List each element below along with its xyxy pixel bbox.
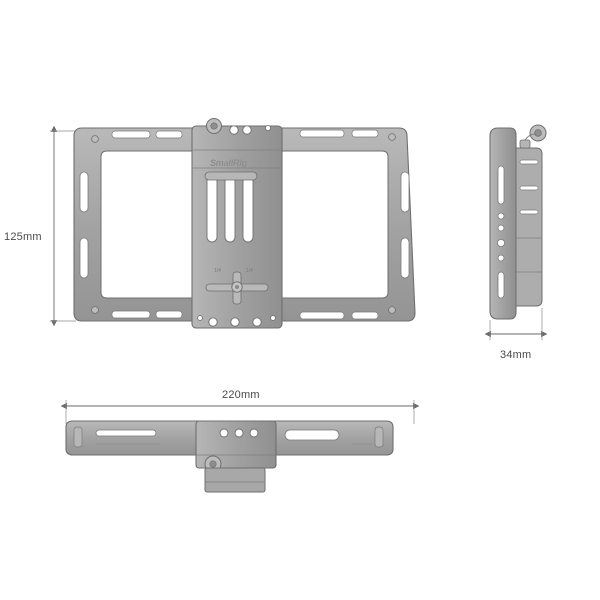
clamp-bottom-hole-2 [231,318,239,326]
cage-top-notch-1 [112,131,150,138]
tripod-screw-center [235,285,239,289]
dimension-width [66,400,414,424]
top-left-slot [96,430,156,436]
top-hole-2 [235,429,243,437]
cage-bottom-notch-1 [112,311,150,318]
clamp-bottom-hole-3 [253,318,261,326]
cage-top-notch-4 [352,130,378,137]
brand-logo-text: SmallRig [210,158,247,168]
clamp-bottom-pin-1 [198,316,203,321]
side-thumb-knob-center [535,130,542,137]
clamp-slot-2 [225,176,235,242]
corner-screw-bottom-right [389,307,396,314]
cage-bottom-notch-4 [352,312,378,319]
cage-left-slot-1 [80,172,88,212]
screw-label-left: 1/4 [214,268,221,274]
side-arm-slot-2 [520,186,538,190]
side-hole-1 [498,213,504,219]
side-slot-2 [498,272,504,298]
screw-label-right: 1/4 [246,268,253,274]
top-left-block [74,427,82,447]
cage-left-slot-2 [80,238,88,278]
cage-bottom-notch-3 [300,312,344,319]
dimension-label-height: 125mm [4,231,42,243]
clamp-screw-hole-1 [230,126,238,134]
clamp-bottom-hole-1 [209,318,217,326]
dimension-label-depth: 34mm [500,349,532,361]
side-view [490,125,546,319]
cage-top-notch-3 [300,130,344,137]
dimension-height [50,131,76,321]
front-view [74,119,415,329]
clamp-slot-cap [205,172,257,180]
corner-screw-top-right [389,134,396,141]
corner-screw-bottom-left [92,307,99,314]
side-arm-slot-1 [520,160,538,164]
top-view [66,421,393,492]
clamp-pin-hole [265,125,270,130]
side-slot-1 [498,166,504,204]
top-right-slot [285,430,339,440]
dimension-label-width: 220mm [222,389,260,401]
top-right-block [375,427,383,447]
cage-top-notch-2 [156,131,182,138]
top-hole-1 [220,429,228,437]
side-arm-slot-3 [520,210,538,214]
side-knob-base [520,140,530,148]
side-hole-3 [497,239,504,246]
side-clamp-arm [516,148,542,306]
side-hole-4 [498,255,504,261]
clamp-slot-1 [207,176,217,242]
cage-bottom-notch-2 [156,311,182,318]
top-hole-3 [250,429,258,437]
corner-screw-top-left [92,136,99,143]
clamp-slot-3 [243,176,253,242]
side-hole-2 [498,225,504,231]
cage-right-slot-1 [401,172,409,212]
top-thumb-knob-center [210,461,216,467]
top-drop-leg [205,468,265,492]
clamp-thumb-knob-center [211,123,217,129]
clamp-screw-hole-2 [243,126,251,134]
cage-right-slot-2 [401,238,409,278]
clamp-bottom-pin-2 [271,316,276,321]
